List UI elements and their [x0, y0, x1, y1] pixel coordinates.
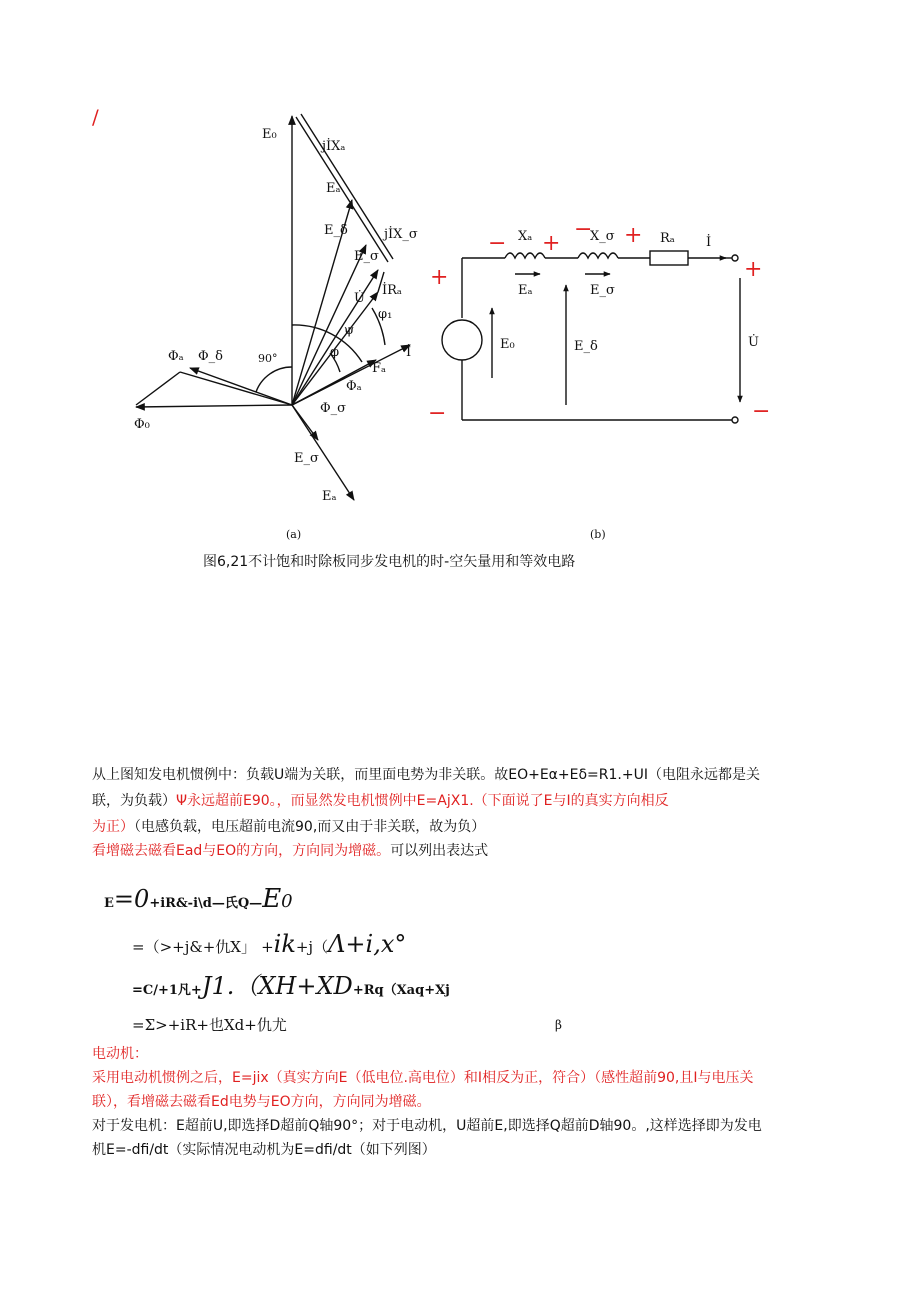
red-minus-right: −	[752, 399, 771, 424]
p1-l2a-text: 联，为负载）	[92, 793, 176, 809]
label-ira: İRₐ	[382, 283, 402, 298]
label-phi1: φ₁	[378, 307, 393, 322]
label-edelta: E_δ	[324, 223, 348, 238]
label-ea-low: Eₐ	[322, 489, 337, 504]
beta-symbol: β	[555, 1018, 562, 1032]
paragraph2-line2: 采用电动机惯例之后，E=jix（真实方向E（低电位.高电位）和I相反为正，符合）（感性超前90,且I与电压关	[92, 1070, 754, 1086]
red-plus-xa: +	[542, 231, 561, 256]
label-jixsigma: jİX_σ	[384, 227, 418, 242]
label-esigma: E_σ	[354, 249, 379, 264]
p1-l2b-text-red: Ψ永远超前E90。，而显然发电机惯例中E=AjX1.（下面说了E与I的真实方向相反	[176, 793, 669, 809]
equation-3: =C/+1凡+J1.（XH+XD+Rq（Xaq+Xj	[132, 972, 450, 1000]
phasor-labels	[134, 127, 418, 541]
label-esigma-circuit: E_σ	[590, 283, 615, 298]
red-minus-xsigma: −	[574, 217, 593, 242]
inductor-xsigma	[578, 253, 618, 258]
phi0-connector	[136, 372, 180, 405]
phi0-phasor	[136, 405, 292, 407]
label-e0-circuit: E₀	[500, 337, 515, 352]
phia-left-phasor	[180, 372, 292, 405]
red-minus-xa: −	[488, 231, 507, 256]
label-u: U̇	[354, 291, 365, 306]
paragraph1-line3	[92, 817, 485, 837]
equivalent-circuit	[442, 251, 740, 423]
red-plus-left: +	[430, 265, 449, 290]
label-edelta-circuit: E_δ	[574, 339, 598, 354]
label-phi0: Φ₀	[134, 417, 150, 432]
resistor-ra	[650, 251, 688, 265]
label-esigma-low: E_σ	[294, 451, 319, 466]
label-xa: Xₐ	[518, 229, 533, 244]
label-phidelta: Φ_δ	[198, 349, 223, 364]
red-polarity-marks	[428, 217, 770, 426]
p1-l3a-text-red: 为正）	[92, 819, 134, 835]
label-90deg: 90°	[258, 352, 278, 365]
label-ea-circuit: Eₐ	[518, 283, 533, 298]
label-phisigma: Φ_σ	[320, 401, 347, 416]
p1-l1-text: 从上图知发电机惯例中：负载U端为关联，而里面电势为非关联。故EO+Eα+Eδ=R1.+UI（电阻永远都是关	[92, 767, 760, 783]
red-plus-right: +	[744, 257, 763, 282]
paragraph3-line2: 机E=-dfi/dt（实际情况电动机为E=dfi/dt（如下列图）	[92, 1142, 436, 1158]
label-e0: E₀	[262, 127, 277, 142]
label-psi: ψ	[344, 323, 355, 338]
label-phi: φ	[330, 345, 340, 360]
label-fa: Fₐ	[372, 361, 387, 376]
esigma-phasor	[292, 270, 378, 405]
label-i: İ	[406, 345, 412, 360]
paragraph2-line3: 联），看增磁去磁看Ed电势与EO方向，方向同为增磁。	[92, 1094, 431, 1110]
terminal-bottom	[732, 417, 738, 423]
equation-4: =Σ>+iR+也Xd+仇尤	[132, 1016, 287, 1034]
terminal-top	[732, 255, 738, 261]
red-slash-mark: /	[92, 105, 99, 129]
label-ra: Rₐ	[660, 231, 675, 246]
paragraph1-line4	[92, 841, 488, 861]
label-b: (b)	[590, 528, 606, 541]
p1-l3b-text: （电感负载，电压超前电流90,而又由于非关联，故为负）	[134, 819, 486, 835]
figure-phasor-and-circuit	[0, 0, 920, 600]
label-u-circuit: U̇	[748, 335, 759, 350]
label-phia: Φₐ	[168, 349, 184, 364]
inductor-xa	[505, 253, 545, 258]
equation-1: E=0+iR&-i\d—氏Q—E0	[104, 884, 293, 914]
label-i-circuit: İ	[706, 235, 712, 250]
source-e0	[442, 320, 482, 360]
label-jixa: jİXₐ	[322, 139, 346, 154]
paragraph2-line1: 电动机：	[92, 1046, 148, 1062]
label-a: (a)	[286, 528, 302, 541]
phasor-diagram	[136, 114, 410, 500]
label-ea: Eₐ	[326, 181, 341, 196]
red-minus-left: −	[428, 401, 447, 426]
phidelta-phasor	[190, 368, 292, 405]
red-plus-xsigma: +	[624, 223, 643, 248]
circuit-labels	[500, 229, 759, 541]
p1-l4a-text-red: 看增磁去磁看Ead与EO的方向，方向同为增磁。	[92, 843, 391, 859]
right-angle-arc	[256, 367, 292, 392]
label-phia-right: Φₐ	[346, 379, 362, 394]
label-xsigma: X_σ	[590, 229, 615, 244]
paragraph1-line2	[92, 791, 669, 811]
figure-caption: 图6,21不计饱和时除板同步发电机的时-空矢量用和等效电路	[203, 554, 576, 570]
equation-2: =（>+j&+仇X」 +ik+j（Λ+i,x°	[132, 930, 407, 958]
paragraph1-line1	[92, 765, 760, 785]
paragraph3-line1: 对于发电机：E超前U,即选择D超前Q轴90°；对于电动机，U超前E,即选择Q超前D轴90。,这样选择即为发电	[92, 1118, 762, 1134]
p1-l4b-text: 可以列出表达式	[390, 843, 489, 859]
